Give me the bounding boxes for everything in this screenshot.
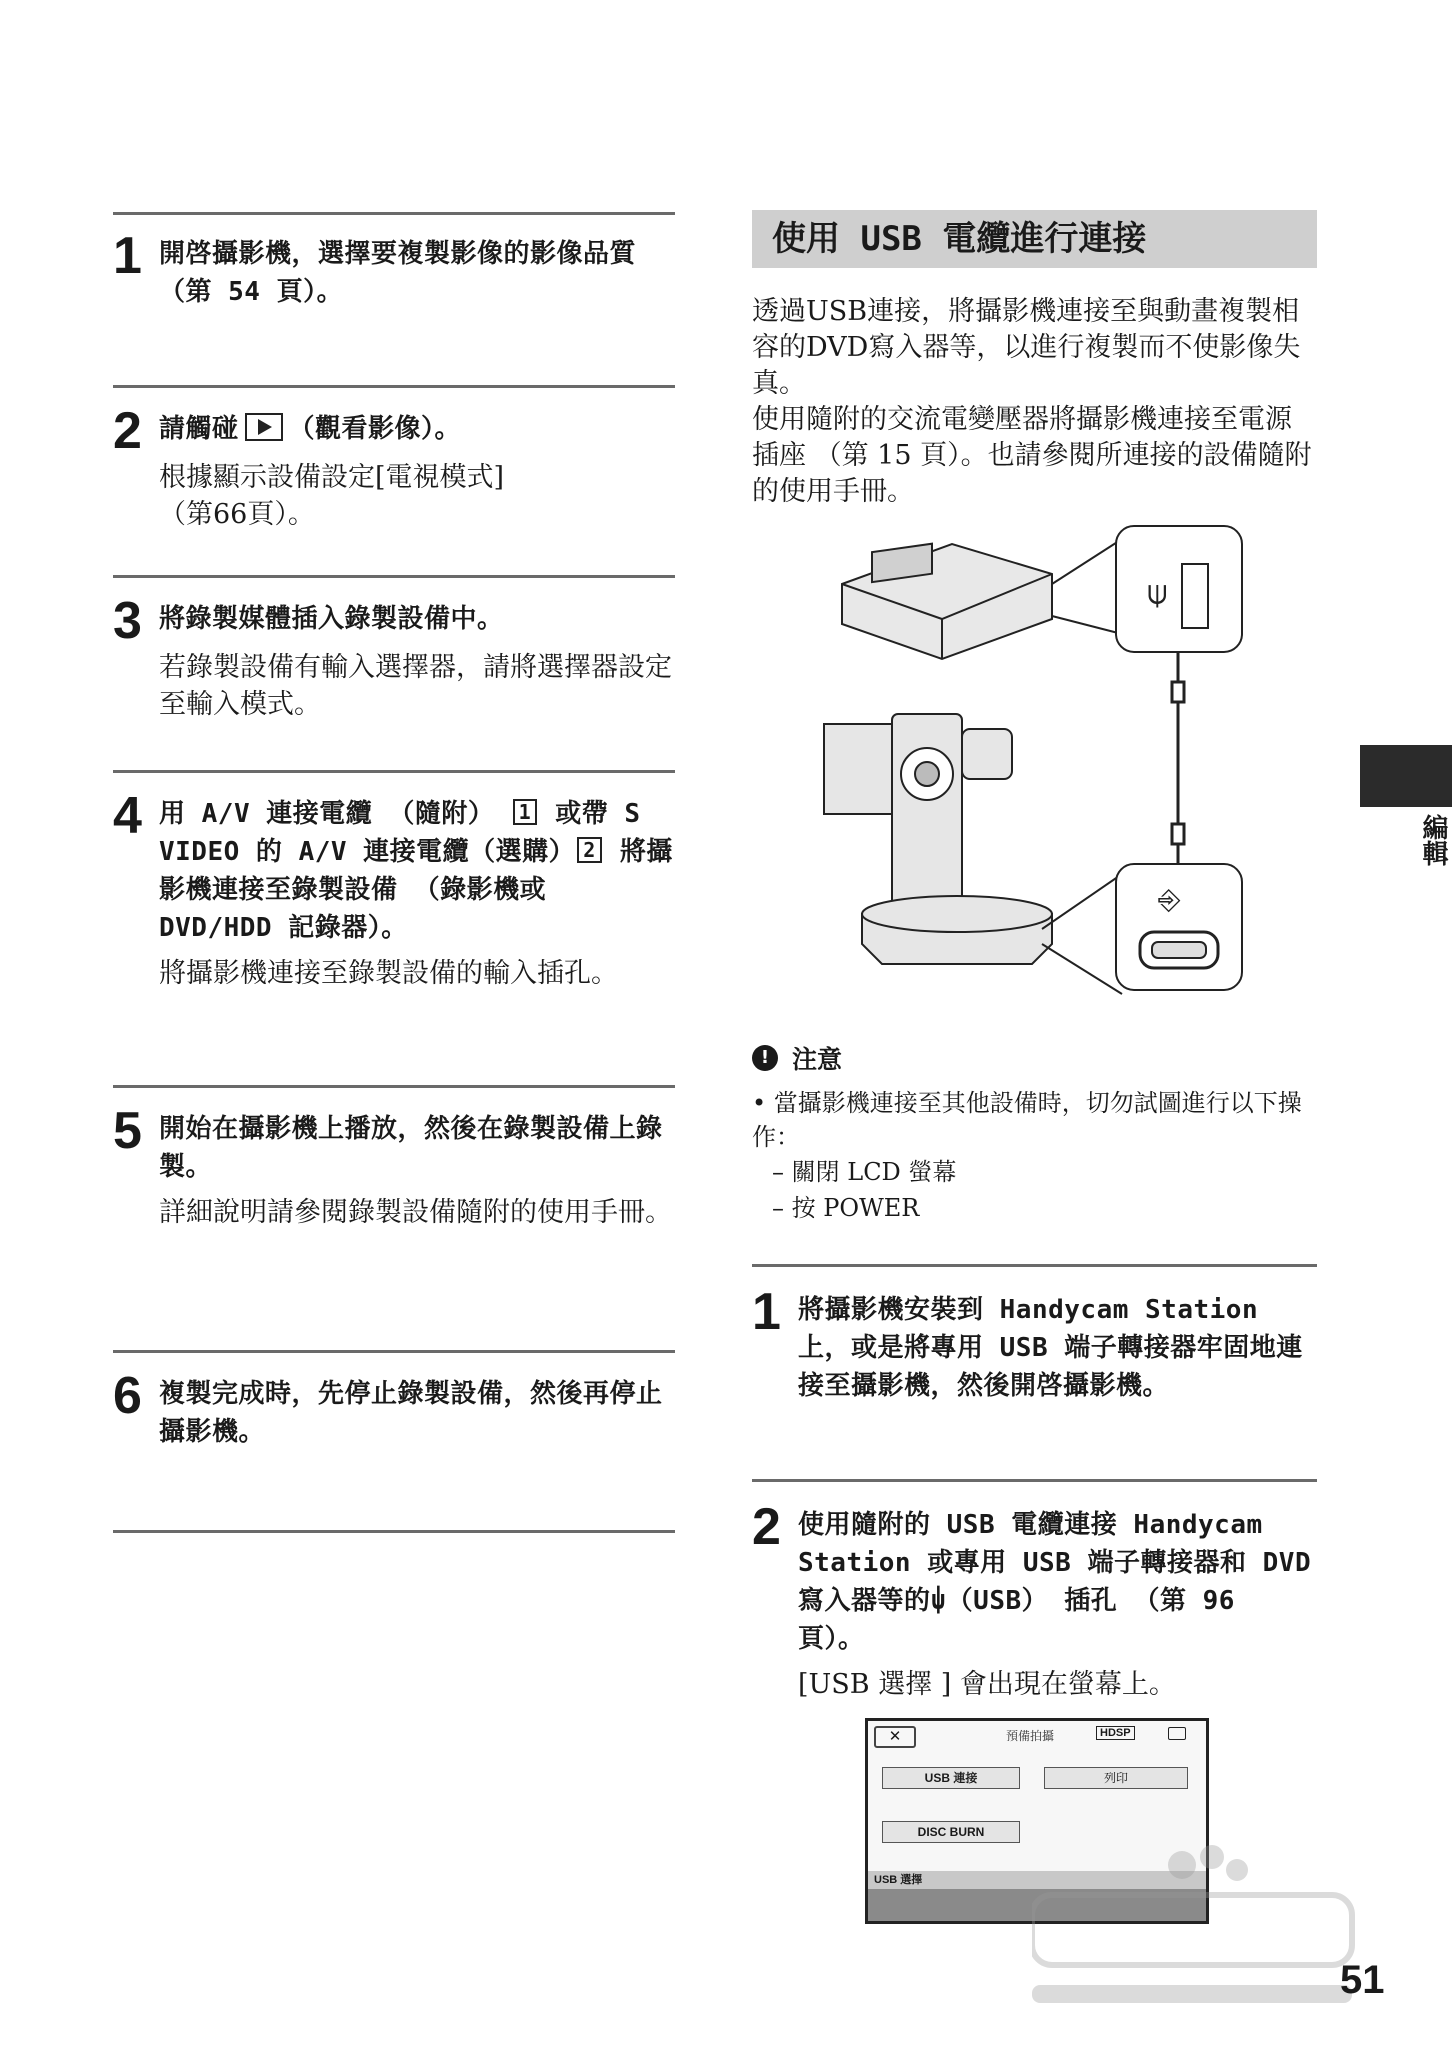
step-title: 複製完成時，先停止錄製設備，然後再停止攝影機。	[159, 1379, 663, 1447]
step-body-line: 根據顯示設備設定[電視模式]	[159, 462, 505, 493]
close-button[interactable]: ✕	[874, 1726, 916, 1748]
step-title: 開始在攝影機上播放，然後在錄製設備上錄製。	[159, 1114, 663, 1182]
dvd-writer-icon	[842, 544, 1052, 659]
camcorder-icon	[824, 714, 1052, 964]
step-body: 將攝影機連接至錄製設備的輸入插孔。	[159, 958, 618, 989]
step-number: 2	[113, 402, 142, 460]
step-title-part: 使用隨附的 USB 電纜連接 Handycam Station 或專用 USB 端子轉接器和 DVD 寫入器等的	[798, 1510, 1312, 1616]
step-title	[798, 1506, 1317, 1658]
step-body: 詳細說明請參閱錄製設備隨附的使用手冊。	[159, 1197, 672, 1228]
usb-trident-icon: ⎆	[1158, 883, 1181, 916]
note-heading	[752, 1040, 1317, 1076]
step-title	[159, 410, 461, 448]
lcd-footer-label: USB 選擇	[868, 1871, 1206, 1889]
intro-paragraph: 透過USB連接，將攝影機連接至與動畫複製相容的DVD寫入器等，以進行複製而不使影像失真。	[752, 296, 1301, 399]
play-icon	[245, 413, 283, 441]
quality-badge: HDSP	[1096, 1726, 1135, 1740]
step-body-line: （第66頁）。	[159, 499, 315, 530]
step-number: 1	[113, 227, 142, 285]
step-2	[113, 385, 675, 575]
step-title: 將錄製媒體插入錄製設備中。	[159, 604, 504, 634]
step-4	[113, 770, 675, 1085]
step-3	[113, 575, 675, 770]
usb-port-icon	[1182, 564, 1208, 628]
note-dash-item: – 關閉 LCD 螢幕	[772, 1158, 957, 1186]
usb-cable-icon	[1172, 652, 1184, 864]
usb-connect-button[interactable]	[882, 1767, 1020, 1789]
step-5	[113, 1085, 675, 1350]
section-heading: 使用 USB 電纜進行連接	[752, 210, 1317, 268]
step-6	[113, 1350, 675, 1533]
chapter-label: 編輯	[1418, 814, 1448, 866]
usb-port-callout	[1116, 526, 1242, 652]
page-number: 51	[1340, 1958, 1385, 2002]
note-bullet: • 當攝影機連接至其他設備時，切勿試圖進行以下操作：	[752, 1089, 1302, 1151]
baidu-watermark-logo	[1032, 1835, 1372, 2015]
disc-burn-button[interactable]: DISC BURN	[882, 1821, 1020, 1843]
step-title-part: （USB） 插孔 （第 96 頁）。	[798, 1586, 1235, 1654]
usb-symbol-icon: ⍦	[1147, 573, 1168, 613]
step-number: 2	[752, 1498, 781, 1556]
right-step-2	[752, 1479, 1317, 1703]
step-1	[113, 212, 675, 385]
step-title: 開啓攝影機，選擇要複製影像的影像品質 （第 54 頁）。	[159, 239, 637, 307]
step-body: 若錄製設備有輸入選擇器，請將選擇器設定至輸入模式。	[159, 652, 672, 720]
step-title-part: 用 A/V 連接電纜 （隨附）	[159, 799, 495, 829]
chapter-tab	[1360, 745, 1452, 807]
note-dash-item: – 按 POWER	[772, 1194, 920, 1222]
usb-connect-label: USB 連接	[924, 1771, 978, 1785]
usb-symbol-icon: ⍦	[930, 1586, 947, 1616]
caution-icon: !	[752, 1045, 778, 1071]
step-title-part: 將攝影機連接至錄製設備 （錄影機或 DVD/HDD 記錄器）。	[159, 837, 673, 943]
step-number: 6	[113, 1367, 142, 1425]
step-body: [USB 選擇 ] 會出現在螢幕上。	[798, 1669, 1176, 1700]
callout-2-icon: 2	[577, 837, 602, 863]
step-number: 3	[113, 592, 142, 650]
callout-1-icon: 1	[513, 799, 538, 825]
media-icon	[1168, 1727, 1186, 1740]
right-column	[752, 210, 1317, 1703]
step-number: 5	[113, 1102, 142, 1160]
step-body	[159, 459, 675, 533]
step-title-pre: 請觸碰	[159, 414, 239, 444]
step-title-part: 或帶 S VIDEO 的 A/V 連接電纜（選購）	[159, 799, 641, 867]
step-title: 將攝影機安裝到 Handycam Station 上，或是將專用 USB 端子轉接器牢固地連接至攝影機，然後開啓攝影機。	[798, 1295, 1303, 1401]
intro-paragraph: 使用隨附的交流電變壓器將攝影機連接至電源插座 （第 15 頁）。也請參閱所連接的設備隨附的使用手冊。	[752, 404, 1312, 507]
step-number: 1	[752, 1283, 781, 1341]
step-title-post: （觀看影像）。	[288, 414, 462, 444]
step-number: 4	[113, 787, 142, 845]
lcd-status: 預備拍攝	[1006, 1729, 1055, 1743]
note-title-text: 注意	[792, 1045, 843, 1074]
step-title	[159, 795, 675, 947]
right-step-1	[752, 1264, 1317, 1479]
print-button[interactable]: 列印	[1044, 1767, 1188, 1789]
left-column	[113, 212, 675, 1533]
connection-diagram	[752, 524, 1317, 1024]
